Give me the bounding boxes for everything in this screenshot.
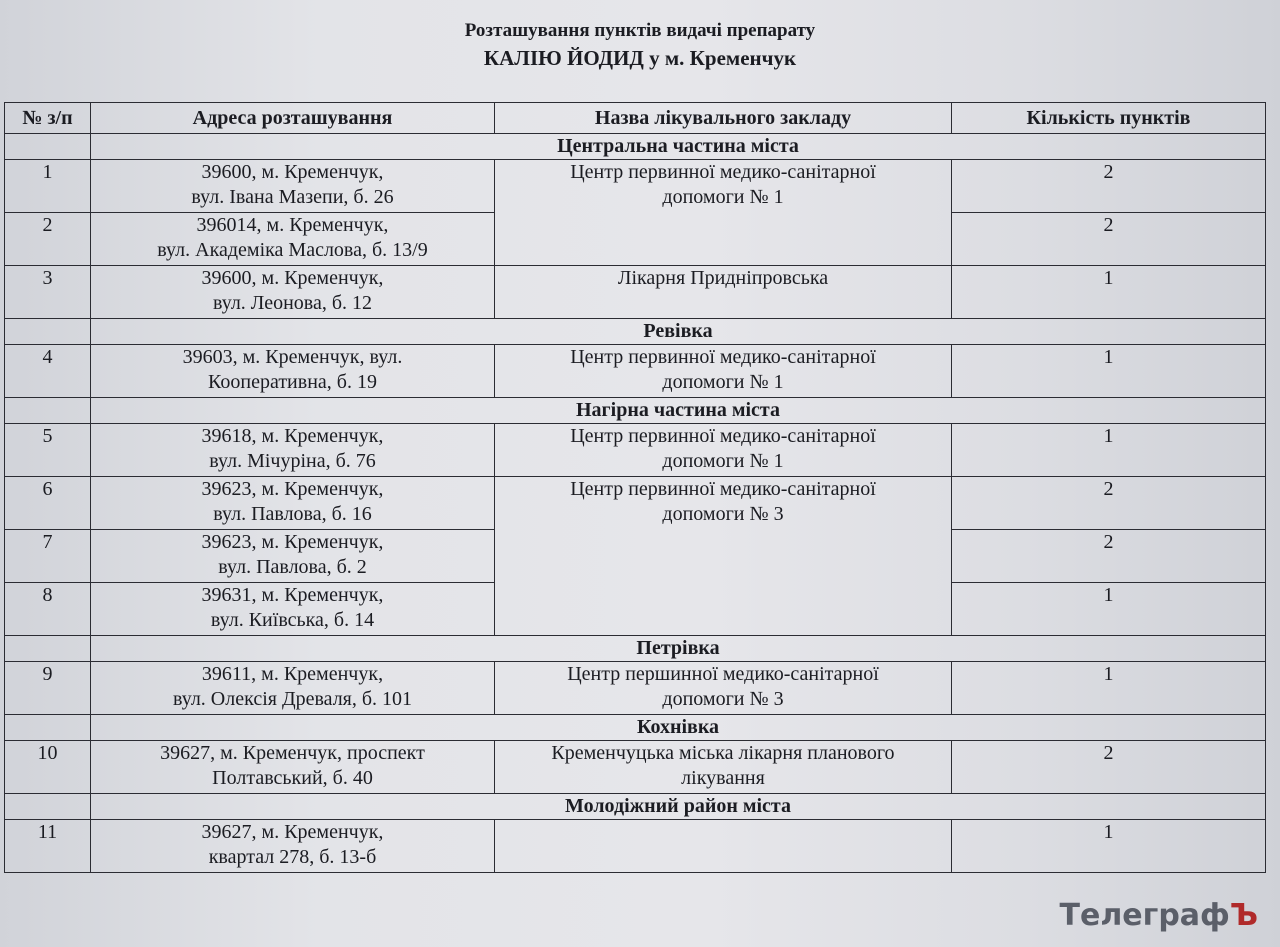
section-row xyxy=(5,794,1266,820)
address-line: вул. Київська, б. 14 xyxy=(210,609,375,631)
row-institution xyxy=(495,160,952,266)
row-num: 2 xyxy=(5,213,91,266)
address-line: вул. Леонова, б. 12 xyxy=(212,292,373,314)
table-row xyxy=(5,662,1266,715)
row-address xyxy=(91,583,495,636)
row-institution xyxy=(495,820,952,873)
header-institution: Назва лікувального закладу xyxy=(495,103,952,134)
row-num: 5 xyxy=(5,424,91,477)
institution-line: Лікарня Придніпровська xyxy=(617,267,829,289)
address-line: 39611, м. Кременчук, xyxy=(201,663,384,685)
row-address xyxy=(91,820,495,873)
address-line: Кооперативна, б. 19 xyxy=(208,371,377,393)
row-address xyxy=(91,741,495,794)
table-row xyxy=(5,424,1266,477)
address-line: 396014, м. Кременчук, xyxy=(196,214,389,236)
row-count: 2 xyxy=(952,477,1266,530)
row-count: 2 xyxy=(952,160,1266,213)
section-blank-cell xyxy=(5,794,91,820)
document-title-line1: Розташування пунктів видачі препарату xyxy=(464,20,816,41)
section-title: Ревівка xyxy=(91,319,1266,345)
row-num: 10 xyxy=(5,741,91,794)
row-count: 1 xyxy=(952,266,1266,319)
row-address xyxy=(91,662,495,715)
address-line: 39631, м. Кременчук, xyxy=(201,584,384,606)
section-title: Центральна частина міста xyxy=(91,134,1266,160)
row-count: 1 xyxy=(952,662,1266,715)
row-num: 11 xyxy=(5,820,91,873)
address-line: 39618, м. Кременчук, xyxy=(201,425,384,447)
address-line: 39623, м. Кременчук, xyxy=(201,531,384,553)
row-num: 7 xyxy=(5,530,91,583)
institution-line: Центр первинної медико-санітарної xyxy=(570,346,876,368)
table-row xyxy=(5,345,1266,398)
section-blank-cell xyxy=(5,636,91,662)
table-row xyxy=(5,477,1266,530)
row-address xyxy=(91,266,495,319)
row-institution xyxy=(495,345,952,398)
address-line: 39627, м. Кременчук, xyxy=(201,821,384,843)
telegraf-watermark-logo xyxy=(1060,898,1258,933)
row-address xyxy=(91,424,495,477)
table-row xyxy=(5,820,1266,873)
address-line: Полтавський, б. 40 xyxy=(212,767,373,789)
institution-line: допомоги № 1 xyxy=(662,371,784,393)
header-count: Кількість пунктів xyxy=(952,103,1266,134)
section-blank-cell xyxy=(5,398,91,424)
section-blank-cell xyxy=(5,715,91,741)
table-row xyxy=(5,160,1266,213)
address-line: вул. Олексія Древаля, б. 101 xyxy=(172,688,413,710)
row-institution xyxy=(495,477,952,636)
address-line: 39603, м. Кременчук, вул. xyxy=(182,346,403,368)
row-num: 6 xyxy=(5,477,91,530)
institution-line: Центр первинної медико-санітарної xyxy=(570,161,876,183)
institution-line: лікування xyxy=(681,767,765,789)
institution-line: допомоги № 1 xyxy=(662,186,784,208)
row-address xyxy=(91,345,495,398)
institution-line: допомоги № 3 xyxy=(662,688,784,710)
section-row xyxy=(5,636,1266,662)
address-line: 39627, м. Кременчук, проспект xyxy=(160,742,425,764)
row-count: 1 xyxy=(952,424,1266,477)
section-row xyxy=(5,398,1266,424)
row-count: 2 xyxy=(952,213,1266,266)
row-count: 1 xyxy=(952,820,1266,873)
row-count: 1 xyxy=(952,345,1266,398)
table-row xyxy=(5,266,1266,319)
section-row xyxy=(5,319,1266,345)
row-address xyxy=(91,213,495,266)
table-row xyxy=(5,741,1266,794)
address-line: вул. Мічуріна, б. 76 xyxy=(209,450,376,472)
watermark-hard-sign: Ъ xyxy=(1229,898,1258,933)
row-count: 2 xyxy=(952,741,1266,794)
row-num: 1 xyxy=(5,160,91,213)
document-title-line2: КАЛІЮ ЙОДИД у м. Кременчук xyxy=(483,46,797,70)
watermark-text: Телеграф xyxy=(1059,898,1230,933)
institution-line: допомоги № 1 xyxy=(662,450,784,472)
address-line: вул. Академіка Маслова, б. 13/9 xyxy=(157,239,428,261)
row-num: 8 xyxy=(5,583,91,636)
header-address: Адреса розташування xyxy=(91,103,495,134)
row-institution xyxy=(495,662,952,715)
row-address xyxy=(91,530,495,583)
row-institution xyxy=(495,266,952,319)
address-line: 39600, м. Кременчук, xyxy=(201,267,384,289)
section-title: Петрівка xyxy=(91,636,1266,662)
row-count: 1 xyxy=(952,583,1266,636)
row-num: 4 xyxy=(5,345,91,398)
row-address xyxy=(91,477,495,530)
institution-line: Центр першинної медико-санітарної xyxy=(567,663,879,685)
address-line: 39623, м. Кременчук, xyxy=(201,478,384,500)
section-blank-cell xyxy=(5,319,91,345)
distribution-points-table xyxy=(4,102,1266,873)
address-line: вул. Івана Мазепи, б. 26 xyxy=(191,186,394,208)
section-title: Молодіжний район міста xyxy=(91,794,1266,820)
institution-line: допомоги № 3 xyxy=(662,503,784,525)
section-row xyxy=(5,134,1266,160)
section-title: Нагірна частина міста xyxy=(91,398,1266,424)
section-row xyxy=(5,715,1266,741)
row-institution xyxy=(495,741,952,794)
row-count: 2 xyxy=(952,530,1266,583)
row-num: 9 xyxy=(5,662,91,715)
address-line: квартал 278, б. 13-б xyxy=(208,846,377,868)
address-line: вул. Павлова, б. 2 xyxy=(218,556,367,578)
row-address xyxy=(91,160,495,213)
section-blank-cell xyxy=(5,134,91,160)
row-institution xyxy=(495,424,952,477)
institution-line: Кременчуцька міська лікарня планового xyxy=(551,742,895,764)
table-header-row xyxy=(5,103,1266,134)
institution-line: Центр первинної медико-санітарної xyxy=(570,425,876,447)
section-title: Кохнівка xyxy=(91,715,1266,741)
header-num: № з/п xyxy=(5,103,91,134)
address-line: вул. Павлова, б. 16 xyxy=(213,503,372,525)
address-line: 39600, м. Кременчук, xyxy=(201,161,384,183)
institution-line: Центр первинної медико-санітарної xyxy=(570,478,876,500)
row-num: 3 xyxy=(5,266,91,319)
